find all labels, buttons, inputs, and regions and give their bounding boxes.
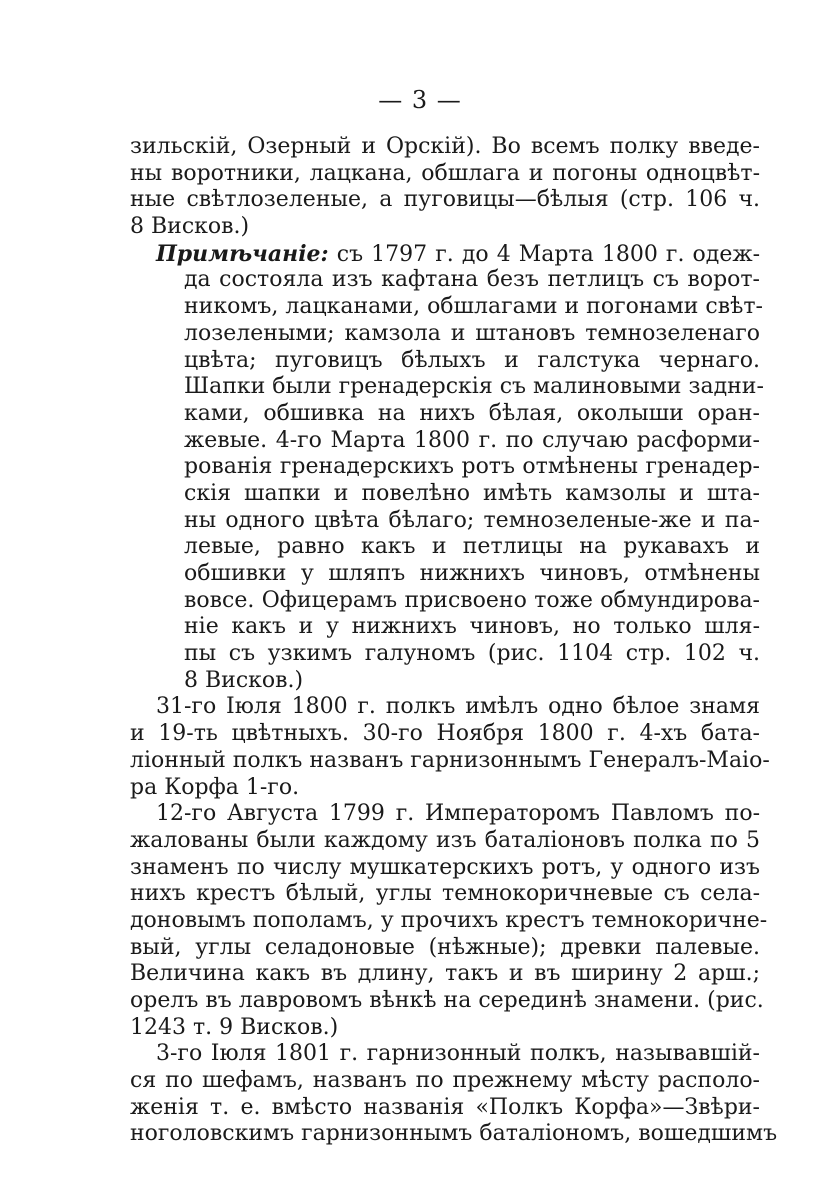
text-line: да состояла изъ кафтана безъ петлицъ съ ворот- <box>184 267 760 293</box>
text-line: лозелеными; камзола и штановъ темнозеленаго <box>184 320 760 346</box>
text-line: жевые. 4-го Марта 1800 г. по случаю расформи- <box>184 427 760 453</box>
text-line: зильскій, Озерный и Орскій). Во всемъ полку введе- <box>130 134 760 159</box>
text-line: ны одного цвѣта бѣлаго; темнозеленые-же и па- <box>184 507 760 533</box>
text-line: ся по шефамъ, названъ по прежнему мѣсту располо- <box>130 1068 760 1094</box>
text-line: ноголовскимъ гарнизоннымъ баталіономъ, вошедшимъ <box>130 1121 778 1147</box>
note-first-line-text: съ 1797 г. до 4 Марта 1800 г. одеж- <box>336 241 761 267</box>
text-line: 8 Висков.) <box>130 214 250 240</box>
text-line: нихъ крестъ бѣлый, углы темнокоричневые съ села- <box>130 881 760 907</box>
text-line: знаменъ по числу мушкатерскихъ ротъ, у одного изъ <box>130 854 760 880</box>
text-line: орелъ въ лавровомъ вѣнкѣ на серединѣ знамени. (рис. <box>130 988 764 1013</box>
text-line: доновымъ пополамъ, у прочихъ крестъ темнокоричне- <box>130 907 768 933</box>
text-line: 12-го Августа 1799 г. Императоромъ Павломъ по- <box>156 801 760 827</box>
note-paragraph <box>130 240 764 695</box>
text-line: 8 Висков.) <box>184 667 304 693</box>
text-line: ны воротники, лацкана, обшлага и погоны одноцвѣт- <box>130 160 760 186</box>
continuation-paragraph <box>130 134 760 241</box>
text-line: вый, углы селадоновые (нѣжные); древки палевые. <box>130 934 760 960</box>
text-line: левые, равно какъ и петлицы на рукавахъ и <box>184 534 760 560</box>
text-line: скія шапки и повелѣно имѣть камзолы и шта- <box>184 480 760 506</box>
text-line: женія т. е. вмѣсто названія «Полкъ Корфа»—Звѣри- <box>130 1094 760 1120</box>
text-line: и 19-ть цвѣтныхъ. 30-го Ноября 1800 г. 4-хъ бата- <box>130 721 760 747</box>
text-line: ками, обшивка на нихъ бѣлая, околыши оран- <box>184 400 760 426</box>
text-line: Величина какъ въ длину, такъ и въ ширину 2 арш.; <box>130 961 760 987</box>
paragraph <box>130 1041 778 1148</box>
paragraph <box>130 694 770 801</box>
note-label: Примѣчаніе: <box>156 240 329 267</box>
text-line: жалованы были каждому изъ баталіоновъ полка по 5 <box>130 827 760 853</box>
text-line: вовсе. Офицерамъ присвоено тоже обмундирова- <box>184 587 760 613</box>
paragraph <box>130 801 768 1041</box>
page-body-text <box>130 134 778 1148</box>
text-line: ные свѣтлозеленые, а пуговицы—бѣлыя (стр. 106 ч. <box>130 187 760 213</box>
text-line: 3-го Іюля 1801 г. гарнизонный полкъ, называвшій- <box>156 1041 760 1067</box>
text-line: рованія гренадерскихъ ротъ отмѣнены гренадер- <box>184 454 760 480</box>
text-line: пы съ узкимъ галуномъ (рис. 1104 стр. 102 ч. <box>184 641 760 667</box>
text-line: обшивки у шляпъ нижнихъ чиновъ, отмѣнены <box>184 561 760 586</box>
text-line: ра Корфа 1-го. <box>130 774 300 800</box>
page-number: — 3 — <box>378 86 462 114</box>
text-line: 1243 т. 9 Висков.) <box>130 1014 339 1040</box>
text-line: ліонный полкъ названъ гарнизоннымъ Генералъ-Маіо- <box>130 747 770 773</box>
text-line: 31-го Іюля 1800 г. полкъ имѣлъ одно бѣлое знамя <box>156 694 760 720</box>
text-line: Шапки были гренадерскія съ малиновыми задни- <box>184 374 764 400</box>
text-line: никомъ, лацканами, обшлагами и погонами свѣт- <box>184 294 763 320</box>
text-line: ніе какъ и у нижнихъ чиновъ, но только шля- <box>184 614 760 640</box>
text-line: цвѣта; пуговицъ бѣлыхъ и галстука чернаго. <box>184 347 760 373</box>
note-first-line <box>130 241 760 268</box>
